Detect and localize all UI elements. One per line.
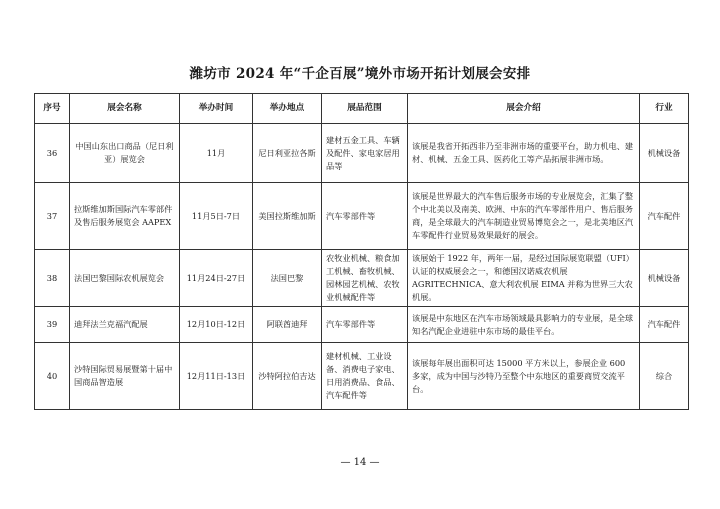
cell-name: 沙特国际贸易展暨第十届中国商品智造展 bbox=[70, 343, 180, 410]
cell-no: 36 bbox=[35, 124, 70, 183]
cell-place: 尼日利亚拉各斯 bbox=[253, 124, 322, 183]
cell-place: 沙特阿拉伯吉达 bbox=[253, 343, 322, 410]
cell-scope: 农牧业机械、粮食加工机械、畜牧机械、园林园艺机械、农牧业机械配件等 bbox=[322, 250, 408, 307]
cell-place: 阿联酋迪拜 bbox=[253, 307, 322, 343]
cell-scope: 建材五金工具、车辆及配件、家电家居用品等 bbox=[322, 124, 408, 183]
header-name: 展会名称 bbox=[70, 94, 180, 124]
cell-intro: 该展是中东地区在汽车市场领域最具影响力的专业展，是全球知名汽配企业进驻中东市场的最佳平台。 bbox=[408, 307, 640, 343]
header-intro: 展会介绍 bbox=[408, 94, 640, 124]
cell-scope: 汽车零部件等 bbox=[322, 183, 408, 250]
cell-time: 11月 bbox=[180, 124, 253, 183]
header-industry: 行业 bbox=[640, 94, 689, 124]
document-title: 潍坊市 2024 年“千企百展”境外市场开拓计划展会安排 bbox=[189, 66, 531, 82]
cell-industry: 综合 bbox=[640, 343, 689, 410]
table-row bbox=[35, 343, 689, 410]
header-scope: 展品范围 bbox=[322, 94, 408, 124]
header-no: 序号 bbox=[35, 94, 70, 124]
table-row bbox=[35, 124, 689, 183]
cell-intro: 该展是我省开拓西非乃至非洲市场的重要平台，助力机电、建材、机械、五金工具、医药化工等产品拓展非洲市场。 bbox=[408, 124, 640, 183]
cell-name: 法国巴黎国际农机展览会 bbox=[70, 250, 180, 307]
cell-time: 11月24日-27日 bbox=[180, 250, 253, 307]
cell-place: 美国拉斯维加斯 bbox=[253, 183, 322, 250]
header-place: 举办地点 bbox=[253, 94, 322, 124]
cell-no: 39 bbox=[35, 307, 70, 343]
cell-intro: 该展始于 1922 年，两年一届，是经过国际展览联盟（UFI）认证的权威展会之一，和德国汉诺威农机展 AGRITECHNICA、意大利农机展 EIMA 并称为世界三大农机展。 bbox=[408, 250, 640, 307]
table-row bbox=[35, 250, 689, 307]
cell-industry: 汽车配件 bbox=[640, 307, 689, 343]
cell-name: 中国山东出口商品（尼日利亚）展览会 bbox=[70, 124, 180, 183]
cell-scope: 汽车零部件等 bbox=[322, 307, 408, 343]
page-number: — 14 — bbox=[340, 457, 380, 468]
cell-no: 37 bbox=[35, 183, 70, 250]
cell-intro: 该展每年展出面积可达 15000 平方米以上，参展企业 600 多家，成为中国与沙特乃至整个中东地区的重要商贸交流平台。 bbox=[408, 343, 640, 410]
cell-scope: 建材机械、工业设备、消费电子家电、日用消费品、食品、汽车配件等 bbox=[322, 343, 408, 410]
cell-industry: 机械设备 bbox=[640, 250, 689, 307]
cell-time: 12月11日-13日 bbox=[180, 343, 253, 410]
cell-time: 12月10日-12日 bbox=[180, 307, 253, 343]
table-row bbox=[35, 183, 689, 250]
cell-name: 拉斯维加斯国际汽车零部件及售后服务展览会 AAPEX bbox=[70, 183, 180, 250]
cell-no: 40 bbox=[35, 343, 70, 410]
table-row bbox=[35, 307, 689, 343]
table-header-row bbox=[35, 94, 689, 124]
header-time: 举办时间 bbox=[180, 94, 253, 124]
cell-industry: 汽车配件 bbox=[640, 183, 689, 250]
cell-industry: 机械设备 bbox=[640, 124, 689, 183]
cell-place: 法国巴黎 bbox=[253, 250, 322, 307]
cell-no: 38 bbox=[35, 250, 70, 307]
exhibition-schedule-table bbox=[34, 93, 689, 410]
cell-intro: 该展是世界最大的汽车售后服务市场的专业展览会，汇集了整个中北美以及南美、欧洲、中东的汽车零部件用户、售后服务商，是全球最大的汽车制造业贸易博览会之一，是北美地区汽车零配件行业贸易效果最好的展会。 bbox=[408, 183, 640, 250]
cell-time: 11月5日-7日 bbox=[180, 183, 253, 250]
cell-name: 迪拜法兰克福汽配展 bbox=[70, 307, 180, 343]
